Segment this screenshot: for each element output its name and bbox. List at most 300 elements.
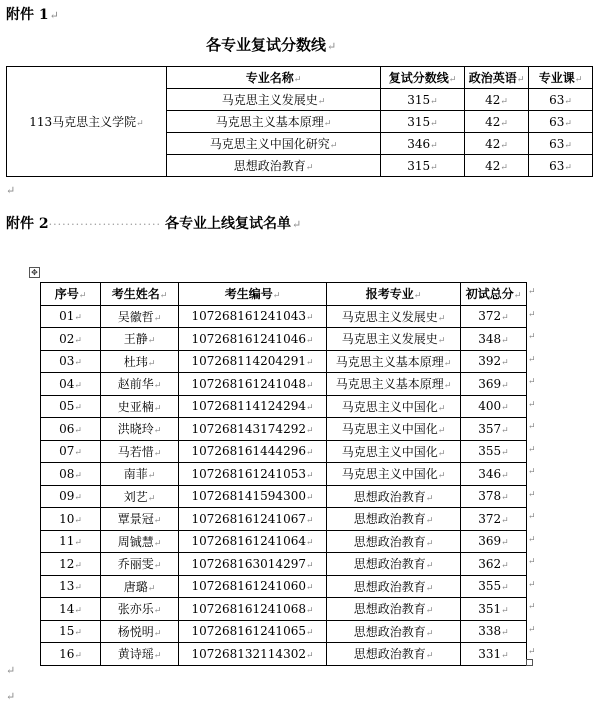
column-header-text: 考生编号 xyxy=(224,287,273,302)
cell-end-mark: ↵ xyxy=(425,561,434,572)
major-cell xyxy=(327,598,461,621)
total-score-cell xyxy=(461,373,527,396)
table-row xyxy=(41,350,527,373)
cell-end-mark: ↵ xyxy=(305,493,314,504)
score-cell xyxy=(529,133,593,155)
column-header-text: 复试分数线 xyxy=(388,71,449,85)
total-score-cell xyxy=(461,463,527,486)
total-score-cell-text: 331 xyxy=(478,646,502,661)
major-cell-text: 马克思主义中国化 xyxy=(341,422,438,437)
cell-end-mark: ↵ xyxy=(305,538,314,549)
candidate-id-cell-text: 107268161241048 xyxy=(191,376,306,391)
name-cell-text: 史亚楠 xyxy=(117,399,154,414)
cell-end-mark: ↵ xyxy=(153,403,162,414)
cell-end-mark: ↵ xyxy=(501,425,509,436)
major-cell-text: 思想政治教育 xyxy=(353,489,426,504)
index-cell-text: 10 xyxy=(59,511,75,526)
candidate-id-cell-text: 107268161241060 xyxy=(191,579,306,594)
index-cell-text: 03 xyxy=(59,354,75,369)
cell-end-mark: ↵ xyxy=(430,118,438,129)
index-cell-text: 04 xyxy=(59,376,75,391)
cell-end-mark: ↵ xyxy=(147,493,156,504)
table-row xyxy=(41,463,527,486)
total-score-cell-text: 357 xyxy=(478,421,502,436)
total-score-cell-text: 369 xyxy=(478,534,502,549)
score-cell xyxy=(465,133,529,155)
name-cell-text: 杨悦明 xyxy=(117,624,154,639)
name-cell-text: 张亦乐 xyxy=(117,602,154,617)
attachment1-label: 附件 1↵ xyxy=(6,7,59,23)
column-header-text: 专业名称 xyxy=(245,71,294,85)
cell-end-mark: ↵ xyxy=(425,583,434,594)
name-cell xyxy=(101,530,179,553)
candidate-id-cell-text: 107268143174292 xyxy=(191,421,306,436)
column-header xyxy=(381,67,465,89)
cell-end-mark: ↵ xyxy=(425,606,434,617)
cell-end-mark: ↵ xyxy=(329,141,338,151)
cell-end-mark: ↵ xyxy=(443,358,452,369)
candidate-id-cell xyxy=(179,508,327,531)
name-cell xyxy=(101,643,179,666)
row-end-mark: ↵ xyxy=(528,467,536,477)
candidate-list-table xyxy=(40,282,527,666)
cell-end-mark: ↵ xyxy=(74,583,82,594)
cell-end-mark: ↵ xyxy=(305,628,314,639)
attachment2-heading: 附件 2························· 各专业上线复试名单↵ xyxy=(6,216,302,232)
cell-end-mark: ↵ xyxy=(74,538,82,549)
cell-end-mark: ↵ xyxy=(516,75,525,85)
cell-end-mark: ↵ xyxy=(430,96,438,107)
cell-end-mark: ↵ xyxy=(501,358,509,369)
score-cell xyxy=(465,155,529,177)
name-cell xyxy=(101,418,179,441)
total-score-cell-text: 338 xyxy=(478,624,502,639)
major-cell xyxy=(327,508,461,531)
row-end-mark: ↵ xyxy=(528,557,536,567)
cell-end-mark: ↵ xyxy=(305,560,314,571)
row-end-mark: ↵ xyxy=(528,399,536,410)
major-cell xyxy=(327,373,461,396)
table-move-handle-icon[interactable]: ✥ xyxy=(29,267,40,278)
major-cell-text: 思想政治教育 xyxy=(353,624,426,639)
total-score-cell xyxy=(461,350,527,373)
cell-end-mark: ↵ xyxy=(74,493,82,504)
major-cell xyxy=(327,440,461,463)
score-cell xyxy=(465,111,529,133)
cell-end-mark: ↵ xyxy=(74,380,82,391)
candidate-id-cell xyxy=(179,485,327,508)
major-cell-text: 马克思主义中国化 xyxy=(341,467,438,482)
cell-end-mark: ↵ xyxy=(437,448,446,459)
cell-end-mark: ↵ xyxy=(153,561,162,572)
name-cell xyxy=(101,395,179,418)
cell-end-mark: ↵ xyxy=(425,651,434,662)
table-row xyxy=(41,328,527,351)
index-cell-text: 02 xyxy=(59,331,75,346)
cell-end-mark: ↵ xyxy=(564,118,572,129)
attachment2-title: 各专业上线复试名单 xyxy=(165,216,292,232)
total-score-cell-text: 400 xyxy=(478,399,502,414)
cell-end-mark: ↵ xyxy=(74,650,82,661)
cell-end-mark: ↵ xyxy=(153,313,162,324)
column-header-text: 考生姓名 xyxy=(111,287,160,302)
row-end-mark: ↵ xyxy=(528,579,536,590)
index-cell xyxy=(41,440,101,463)
total-score-cell xyxy=(461,530,527,553)
index-cell xyxy=(41,508,101,531)
total-score-cell-text: 372 xyxy=(478,309,502,324)
table-row xyxy=(41,530,527,553)
college-cell-text: 113马克思主义学院 xyxy=(29,115,137,129)
cell-end-mark: ↵ xyxy=(147,358,156,369)
total-score-cell xyxy=(461,395,527,418)
name-cell-text: 唐璐 xyxy=(123,579,148,594)
row-end-mark: ↵ xyxy=(528,489,536,500)
cell-end-mark: ↵ xyxy=(443,381,452,392)
cell-end-mark: ↵ xyxy=(74,470,82,481)
cell-end-mark: ↵ xyxy=(305,583,314,594)
column-header xyxy=(101,283,179,306)
total-score-cell-text: 355 xyxy=(478,444,502,459)
cell-end-mark: ↵ xyxy=(501,628,509,639)
candidate-id-cell xyxy=(179,350,327,373)
cell-end-mark: ↵ xyxy=(501,515,509,526)
major-cell-text: 马克思主义中国化 xyxy=(341,399,438,414)
attachment1-title: 各专业复试分数线↵ xyxy=(206,36,337,54)
candidate-id-cell xyxy=(179,395,327,418)
total-score-cell xyxy=(461,508,527,531)
name-cell xyxy=(101,485,179,508)
cell-end-mark: ↵ xyxy=(305,335,314,346)
index-cell xyxy=(41,485,101,508)
paragraph-mark: ↵ xyxy=(6,690,16,703)
score-cell-text: 315 xyxy=(407,114,431,129)
cell-end-mark: ↵ xyxy=(564,96,572,107)
cell-end-mark: ↵ xyxy=(430,140,438,151)
score-cell-text: 63 xyxy=(549,114,565,129)
cell-end-mark: ↵ xyxy=(500,118,508,129)
table-row xyxy=(41,373,527,396)
major-cell xyxy=(327,575,461,598)
index-cell xyxy=(41,395,101,418)
cell-end-mark: ↵ xyxy=(437,313,446,324)
column-header-text: 专业课 xyxy=(538,71,575,85)
cell-end-mark: ↵ xyxy=(293,75,302,85)
name-cell xyxy=(101,350,179,373)
candidate-id-cell-text: 107268161241064 xyxy=(191,534,306,549)
major-cell-text: 马克思主义发展史 xyxy=(341,332,438,347)
name-cell-text: 洪晓玲 xyxy=(117,422,154,437)
cell-end-mark: ↵ xyxy=(501,560,509,571)
total-score-cell-text: 346 xyxy=(478,466,502,481)
paragraph-mark: ↵ xyxy=(6,184,16,197)
cell-end-mark: ↵ xyxy=(425,516,434,527)
index-cell xyxy=(41,553,101,576)
cell-end-mark: ↵ xyxy=(437,426,446,437)
paragraph-mark: ↵ xyxy=(6,664,16,677)
major-cell-text: 思想政治教育 xyxy=(353,647,426,662)
candidate-id-cell-text: 107268114204291 xyxy=(191,354,306,369)
score-cell xyxy=(381,111,465,133)
name-cell-text: 乔丽雯 xyxy=(117,557,154,572)
total-score-cell-text: 348 xyxy=(478,331,502,346)
total-score-cell xyxy=(461,620,527,643)
candidate-id-cell-text: 107268114124294 xyxy=(191,399,306,414)
index-cell-text: 12 xyxy=(59,556,75,571)
score-cell-text: 63 xyxy=(549,136,565,151)
name-cell xyxy=(101,373,179,396)
candidate-id-cell-text: 107268161241067 xyxy=(191,511,306,526)
name-cell-text: 马若惜 xyxy=(117,444,154,459)
major-cell-text: 马克思主义基本原理 xyxy=(335,377,444,392)
table-row xyxy=(41,440,527,463)
cell-end-mark: ↵ xyxy=(74,448,82,459)
table-row xyxy=(41,553,527,576)
total-score-cell xyxy=(461,485,527,508)
index-cell-text: 06 xyxy=(59,421,75,436)
major-cell xyxy=(327,620,461,643)
cell-end-mark: ↵ xyxy=(564,140,572,151)
cell-end-mark: ↵ xyxy=(305,313,314,324)
name-cell-text: 赵前华 xyxy=(117,377,154,392)
attachment2-label: 附件 2 xyxy=(6,216,49,232)
major-cell xyxy=(327,643,461,666)
major-cell xyxy=(327,463,461,486)
cell-end-mark: ↵ xyxy=(136,119,144,129)
total-score-cell-text: 355 xyxy=(478,579,502,594)
cell-end-mark: ↵ xyxy=(74,515,82,526)
cell-end-mark: ↵ xyxy=(153,516,162,527)
index-cell-text: 07 xyxy=(59,444,75,459)
major-cell xyxy=(327,553,461,576)
index-cell-text: 14 xyxy=(59,601,75,616)
candidate-id-cell xyxy=(179,328,327,351)
score-cell xyxy=(529,155,593,177)
major-cell xyxy=(327,530,461,553)
cutoff-score-table xyxy=(6,66,593,177)
major-name-cell-text: 马克思主义基本原理 xyxy=(215,115,324,129)
index-cell-text: 05 xyxy=(59,399,75,414)
candidate-id-cell-text: 107268141594300 xyxy=(191,489,306,504)
cell-end-mark: ↵ xyxy=(425,538,434,549)
cell-end-mark: ↵ xyxy=(74,605,82,616)
index-cell xyxy=(41,530,101,553)
index-cell xyxy=(41,463,101,486)
cell-end-mark: ↵ xyxy=(153,538,162,549)
cell-end-mark: ↵ xyxy=(74,335,82,346)
total-score-cell-text: 392 xyxy=(478,354,502,369)
column-header-text: 政治英语 xyxy=(468,71,517,85)
row-end-mark: ↵ xyxy=(528,647,536,657)
row-end-mark: ↵ xyxy=(528,354,536,365)
name-cell xyxy=(101,305,179,328)
index-cell xyxy=(41,350,101,373)
name-cell xyxy=(101,575,179,598)
major-name-cell xyxy=(167,111,381,133)
index-cell-text: 13 xyxy=(59,579,75,594)
cell-end-mark: ↵ xyxy=(323,119,332,129)
candidate-id-cell xyxy=(179,620,327,643)
index-cell-text: 01 xyxy=(59,309,75,324)
table-row xyxy=(41,305,527,328)
major-cell-text: 思想政治教育 xyxy=(353,602,426,617)
cell-end-mark: ↵ xyxy=(305,380,314,391)
cell-end-mark: ↵ xyxy=(153,628,162,639)
row-end-mark: ↵ xyxy=(528,309,536,320)
total-score-cell xyxy=(461,418,527,441)
row-end-mark: ↵ xyxy=(528,624,536,635)
cell-end-mark: ↵ xyxy=(501,448,509,459)
major-cell xyxy=(327,395,461,418)
total-score-cell xyxy=(461,553,527,576)
candidate-id-cell-text: 107268132114302 xyxy=(191,646,306,661)
total-score-cell-text: 372 xyxy=(478,511,502,526)
cell-end-mark: ↵ xyxy=(159,291,168,302)
table-resize-handle[interactable] xyxy=(526,659,533,666)
score-cell xyxy=(381,89,465,111)
major-name-cell-text: 马克思主义发展史 xyxy=(221,93,318,107)
candidate-id-cell xyxy=(179,598,327,621)
index-cell xyxy=(41,418,101,441)
candidate-id-cell xyxy=(179,553,327,576)
score-cell-text: 42 xyxy=(485,92,501,107)
table-row xyxy=(41,598,527,621)
name-cell-text: 吴徽哲 xyxy=(117,309,154,324)
major-cell-text: 马克思主义基本原理 xyxy=(335,354,444,369)
name-cell xyxy=(101,328,179,351)
cell-end-mark: ↵ xyxy=(501,380,509,391)
candidate-id-cell-text: 107268161241053 xyxy=(191,466,306,481)
cell-end-mark: ↵ xyxy=(425,628,434,639)
candidate-id-cell xyxy=(179,373,327,396)
name-cell xyxy=(101,463,179,486)
score-cell xyxy=(465,89,529,111)
total-score-cell xyxy=(461,440,527,463)
table-row xyxy=(41,485,527,508)
row-end-mark: ↵ xyxy=(528,602,536,612)
cell-end-mark: ↵ xyxy=(147,471,156,482)
score-cell-text: 315 xyxy=(407,92,431,107)
candidate-id-cell-text: 107268161241068 xyxy=(191,601,306,616)
cell-end-mark: ↵ xyxy=(272,291,281,302)
cell-end-mark: ↵ xyxy=(437,403,446,414)
candidate-id-cell xyxy=(179,305,327,328)
table-header-row xyxy=(7,67,593,89)
cell-end-mark: ↵ xyxy=(305,163,314,173)
column-header xyxy=(41,283,101,306)
major-name-cell-text: 马克思主义中国化研究 xyxy=(209,137,330,151)
cell-end-mark: ↵ xyxy=(147,336,156,347)
table-row xyxy=(41,418,527,441)
cell-end-mark: ↵ xyxy=(305,650,314,661)
column-header-text: 报考专业 xyxy=(365,287,414,302)
name-cell xyxy=(101,440,179,463)
column-header xyxy=(461,283,527,306)
cell-end-mark: ↵ xyxy=(501,583,509,594)
cell-end-mark: ↵ xyxy=(501,335,509,346)
table-row xyxy=(41,643,527,666)
total-score-cell xyxy=(461,643,527,666)
cell-end-mark: ↵ xyxy=(153,651,162,662)
column-header xyxy=(529,67,593,89)
index-cell-text: 16 xyxy=(59,646,75,661)
name-cell-text: 王静 xyxy=(123,332,148,347)
table-row xyxy=(41,395,527,418)
cell-end-mark: ↵ xyxy=(501,403,509,414)
table-row xyxy=(41,575,527,598)
index-cell xyxy=(41,598,101,621)
candidate-id-cell-text: 107268161241065 xyxy=(191,624,306,639)
table-header-row xyxy=(41,283,527,306)
cell-end-mark: ↵ xyxy=(153,426,162,437)
score-cell xyxy=(381,155,465,177)
major-name-cell xyxy=(167,133,381,155)
major-cell xyxy=(327,328,461,351)
name-cell-text: 周铖慧 xyxy=(117,534,154,549)
candidate-id-cell xyxy=(179,440,327,463)
column-header xyxy=(327,283,461,306)
candidate-id-cell-text: 107268161444296 xyxy=(191,444,306,459)
cell-end-mark: ↵ xyxy=(147,583,156,594)
college-cell xyxy=(7,67,167,177)
cell-end-mark: ↵ xyxy=(413,291,422,302)
candidate-id-cell-text: 107268163014297 xyxy=(191,556,306,571)
table-row xyxy=(41,620,527,643)
score-cell xyxy=(529,89,593,111)
candidate-id-cell xyxy=(179,530,327,553)
score-cell-text: 42 xyxy=(485,114,501,129)
index-cell xyxy=(41,575,101,598)
cell-end-mark: ↵ xyxy=(501,650,509,661)
cell-end-mark: ↵ xyxy=(74,425,82,436)
major-cell xyxy=(327,305,461,328)
total-score-cell-text: 369 xyxy=(478,376,502,391)
cell-end-mark: ↵ xyxy=(305,605,314,616)
major-cell-text: 思想政治教育 xyxy=(353,534,426,549)
cell-end-mark: ↵ xyxy=(501,493,509,504)
total-score-cell-text: 362 xyxy=(478,556,502,571)
candidate-id-cell xyxy=(179,418,327,441)
index-cell-text: 11 xyxy=(59,534,75,549)
row-end-mark: ↵ xyxy=(528,377,536,387)
major-name-cell xyxy=(167,155,381,177)
cell-end-mark: ↵ xyxy=(305,470,314,481)
index-cell-text: 09 xyxy=(59,489,75,504)
cell-end-mark: ↵ xyxy=(500,162,508,173)
cell-end-mark: ↵ xyxy=(153,381,162,392)
major-cell-text: 思想政治教育 xyxy=(353,579,426,594)
column-header-text: 序号 xyxy=(54,287,79,302)
row-end-mark: ↵ xyxy=(528,287,536,297)
major-cell-text: 马克思主义中国化 xyxy=(341,444,438,459)
cell-end-mark: ↵ xyxy=(501,605,509,616)
total-score-cell xyxy=(461,598,527,621)
column-header xyxy=(465,67,529,89)
name-cell xyxy=(101,508,179,531)
score-cell xyxy=(529,111,593,133)
score-cell-text: 63 xyxy=(549,92,565,107)
major-cell xyxy=(327,485,461,508)
candidate-id-cell-text: 107268161241046 xyxy=(191,331,306,346)
major-name-cell-text: 思想政治教育 xyxy=(233,159,306,173)
cell-end-mark: ↵ xyxy=(78,291,87,302)
cell-end-mark: ↵ xyxy=(305,358,314,369)
major-cell xyxy=(327,350,461,373)
row-end-mark: ↵ xyxy=(528,512,536,522)
name-cell xyxy=(101,620,179,643)
index-cell xyxy=(41,643,101,666)
cell-end-mark: ↵ xyxy=(305,403,314,414)
